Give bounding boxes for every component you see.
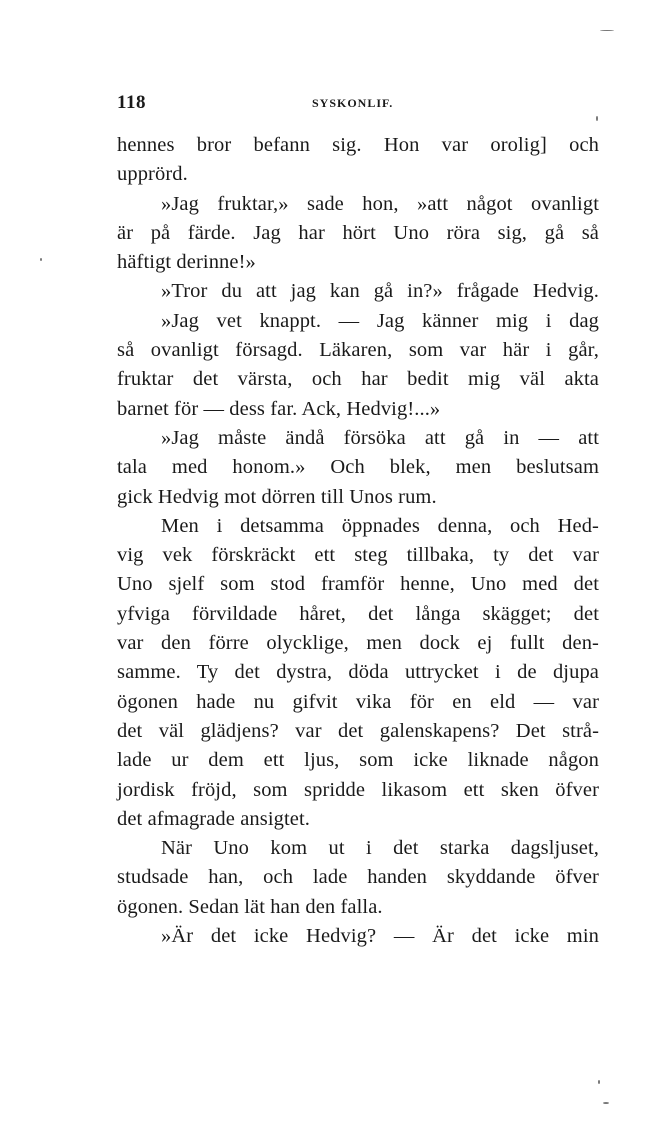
text-line: samme. Ty det dystra, döda uttrycket i de djupa bbox=[117, 661, 599, 684]
body-text bbox=[117, 131, 599, 951]
text-line: »Jag måste ändå försöka att gå in — att bbox=[161, 426, 599, 449]
paper-speck bbox=[600, 30, 614, 31]
text-line: barnet för — dess far. Ack, Hedvig!...» bbox=[117, 397, 441, 420]
text-line: upprörd. bbox=[117, 163, 188, 186]
text-line: häftigt derinne!» bbox=[117, 251, 256, 274]
running-title: SYSKONLIF. bbox=[312, 96, 394, 110]
text-line: »Är det icke Hedvig? — Är det icke min bbox=[161, 925, 599, 948]
text-line: är på färde. Jag har hört Uno röra sig, gå så bbox=[117, 221, 599, 244]
text-line: »Tror du att jag kan gå in?» frågade Hedvig. bbox=[161, 280, 599, 303]
paper-speck bbox=[40, 258, 42, 261]
text-line: studsade han, och lade handen skyddande öfver bbox=[117, 866, 599, 889]
page-number: 118 bbox=[117, 92, 146, 113]
paper-speck bbox=[596, 116, 598, 121]
paper-speck bbox=[603, 1102, 609, 1104]
text-line: det afmagrade ansigtet. bbox=[117, 807, 310, 830]
text-line: »Jag vet knappt. — Jag känner mig i dag bbox=[161, 309, 599, 332]
text-line: ögonen. Sedan lät han den falla. bbox=[117, 895, 383, 918]
text-line: tala med honom.» Och blek, men beslutsam bbox=[117, 456, 599, 479]
text-line: Uno sjelf som stod framför henne, Uno med det bbox=[117, 573, 599, 596]
text-line: så ovanligt försagd. Läkaren, som var här i går, bbox=[117, 339, 599, 362]
paper-speck bbox=[598, 1080, 600, 1084]
text-line: ögonen hade nu gifvit vika för en eld — var bbox=[117, 690, 599, 713]
page-header bbox=[117, 92, 597, 116]
text-line: fruktar det värsta, och har bedit mig väl akta bbox=[117, 368, 599, 391]
text-line: vig vek förskräckt ett steg tillbaka, ty det var bbox=[117, 544, 599, 567]
text-line: lade ur dem ett ljus, som icke liknade någon bbox=[117, 749, 599, 772]
text-line: »Jag fruktar,» sade hon, »att något ovanligt bbox=[161, 192, 599, 215]
text-line: hennes bror befann sig. Hon var orolig] och bbox=[117, 134, 599, 156]
text-line: yfviga förvildade håret, det långa skägget; det bbox=[117, 602, 599, 625]
text-line: var den förre olycklige, men dock ej fullt den- bbox=[117, 632, 599, 655]
text-line: det väl glädjens? var det galenskapens? Det strå- bbox=[117, 719, 599, 742]
text-line: När Uno kom ut i det starka dagsljuset, bbox=[161, 837, 599, 860]
text-line: Men i detsamma öppnades denna, och Hed- bbox=[161, 514, 599, 537]
text-line: jordisk fröjd, som spridde likasom ett sken öfver bbox=[117, 778, 599, 801]
text-line: gick Hedvig mot dörren till Unos rum. bbox=[117, 485, 437, 508]
